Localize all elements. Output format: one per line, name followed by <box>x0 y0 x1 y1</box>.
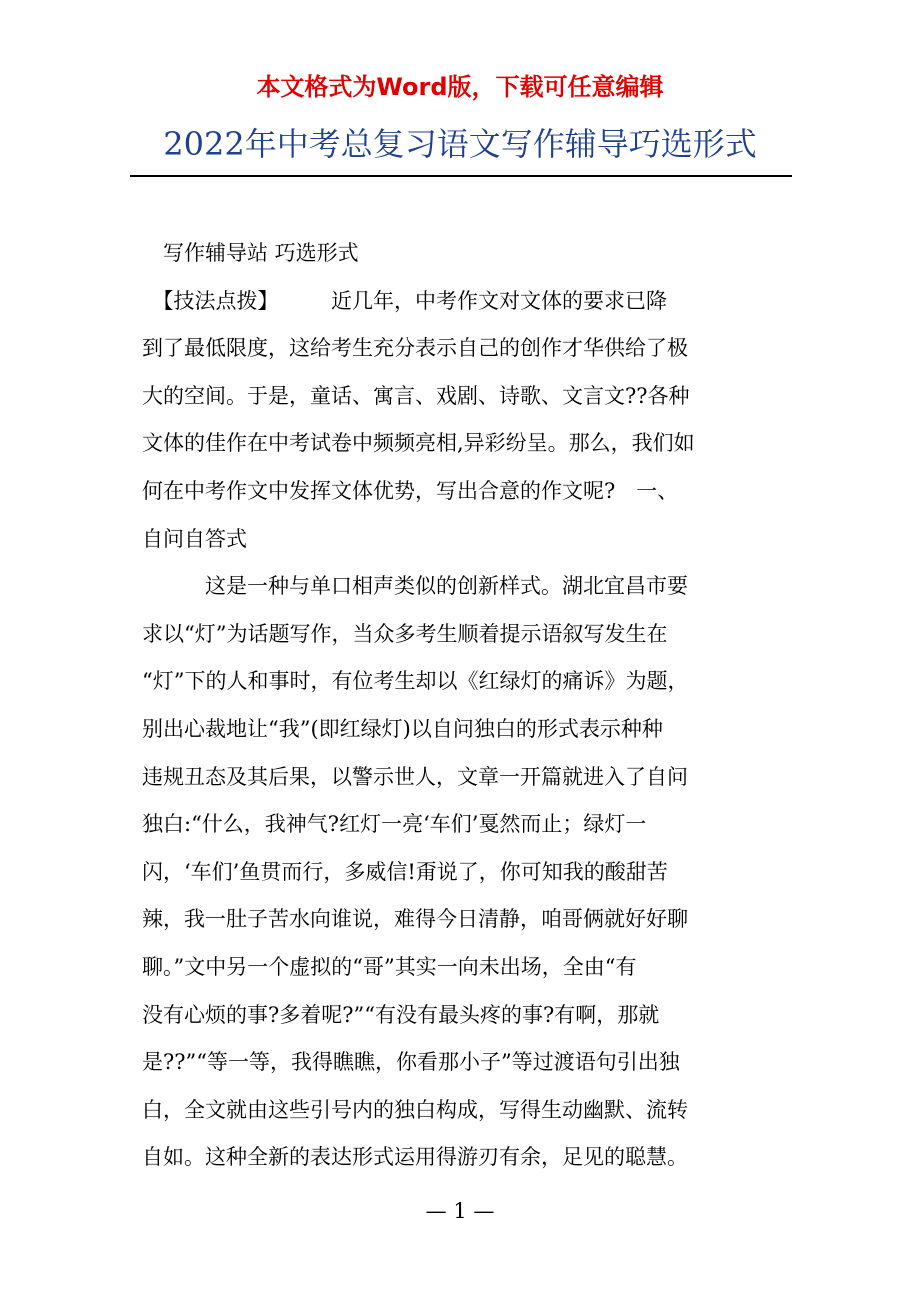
body-line: 是??”“等一等，我得瞧瞧，你看那小子”等过渡语句引出独 <box>142 1050 680 1075</box>
page-number: — 1 — <box>425 1199 495 1223</box>
body-line: 【技法点拨】 近几年，中考作文对文体的要求已降 <box>142 288 667 313</box>
body-line: 闪，‘车们’鱼贯而行，多威信!甭说了，你可知我的酸甜苦 <box>142 859 668 884</box>
body-line: 文体的佳作在中考试卷中频频亮相,异彩纷呈。那么，我们如 <box>142 431 695 456</box>
body-line: 到了最低限度，这给考生充分表示自己的创作才华供给了极 <box>142 336 688 361</box>
body-line: 聊。”文中另一个虚拟的“哥”其实一向未出场，全由“有 <box>142 954 637 979</box>
document-body <box>142 230 782 1182</box>
download-notice: 本文格式为Word版，下载可任意编辑 <box>256 73 664 101</box>
body-line: 辣，我一肚子苦水向谁说，难得今日清静，咱哥俩就好好聊 <box>142 907 688 932</box>
body-line: 自如。这种全新的表达形式运用得游刃有余，足见的聪慧。 <box>142 1145 688 1170</box>
body-line: 没有心烦的事?多着呢?”“有没有最头疼的事?有啊，那就 <box>142 1002 660 1027</box>
document-title: 2022年中考总复习语文写作辅导巧选形式 <box>163 125 757 163</box>
body-line: 这是一种与单口相声类似的创新样式。湖北宜昌市要 <box>142 574 688 599</box>
body-line: 白，全文就由这些引号内的独白构成，写得生动幽默、流转 <box>142 1097 688 1122</box>
body-line: 大的空间。于是，童话、寓言、戏剧、诗歌、文言文??各种 <box>142 383 690 408</box>
body-line: 求以“灯”为话题写作，当众多考生顺着提示语叙写发生在 <box>142 621 668 646</box>
body-line: 违规丑态及其后果，以警示世人，文章一开篇就进入了自问 <box>142 764 688 789</box>
title-divider <box>130 175 792 177</box>
body-line: 独白:“什么，我神气?红灯一亮‘车们’戛然而止；绿灯一 <box>142 812 647 837</box>
body-line: 别出心裁地让“我”(即红绿灯)以自问独白的形式表示种种 <box>142 716 663 741</box>
body-line: 写作辅导站 巧选形式 <box>142 241 359 265</box>
body-line: “灯”下的人和事时，有位考生却以《红绿灯的痛诉》为题， <box>142 669 689 694</box>
body-line: 何在中考作文中发挥文体优势，写出合意的作文呢? 一、 <box>142 478 679 503</box>
body-line: 自问自答式 <box>142 526 247 551</box>
